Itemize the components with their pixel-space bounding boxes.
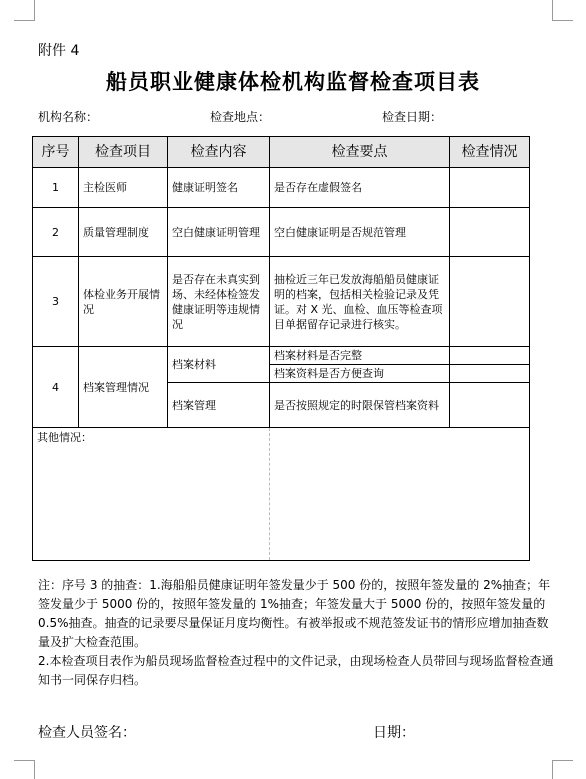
dashed-divider: [269, 428, 270, 560]
row-item: 体检业务开展情况: [79, 257, 168, 347]
row-no: 4: [33, 347, 79, 428]
row-no: 2: [33, 208, 79, 257]
row-status-cell[interactable]: [450, 365, 530, 383]
page-title: 船员职业健康体检机构监督检查项目表: [106, 70, 480, 94]
row-no: 3: [33, 257, 79, 347]
header-item: 检查项目: [79, 137, 168, 168]
crop-mark-bottom-left: [14, 760, 35, 779]
row-status-cell[interactable]: [450, 347, 530, 365]
location-label: 检查地点：: [210, 110, 271, 124]
row-no: 1: [33, 168, 79, 208]
row-point: 是否按照规定的时限保管档案资料: [270, 383, 450, 428]
row-point: 空白健康证明是否规范管理: [270, 208, 450, 257]
inspection-date-label: 检查日期：: [382, 110, 443, 124]
note-2: 2.本检查项目表作为船员现场监督检查过程中的文件记录，由现场检查人员带回与现场监督检查通知书一同保存归档。: [38, 654, 554, 687]
crop-mark-top-left: [14, 0, 35, 21]
row-status-cell[interactable]: [450, 383, 530, 428]
row-status-cell[interactable]: [450, 257, 530, 347]
row-point: 档案资料是否方便查询: [270, 365, 450, 383]
header-status: 检查情况: [450, 137, 530, 168]
row-status-cell[interactable]: [450, 168, 530, 208]
header-no: 序号: [33, 137, 79, 168]
table-row: [33, 257, 530, 347]
row-content: 是否存在未真实到场、未经体检签发健康证明等违规情况: [168, 257, 270, 347]
table-row: [33, 347, 530, 365]
row-status-cell[interactable]: [450, 208, 530, 257]
row-content: 健康证明签名: [168, 168, 270, 208]
row-point: 是否存在虚假签名: [270, 168, 450, 208]
other-situation-cell[interactable]: [33, 428, 530, 561]
table-row: [33, 208, 530, 257]
row-item: 档案管理情况: [79, 347, 168, 428]
row-point: 抽检近三年已发放海船船员健康证明的档案，包括相关检验记录及凭证。对 X 光、血检、血压等检查项目单据留存记录进行核实。: [270, 257, 450, 347]
crop-mark-top-right: [552, 0, 573, 21]
notes: [38, 576, 554, 690]
attachment-label: 附件 4: [38, 43, 80, 59]
row-content: 档案管理: [168, 383, 270, 428]
row-item: 质量管理制度: [79, 208, 168, 257]
row-content: 空白健康证明管理: [168, 208, 270, 257]
row-point: 档案材料是否完整: [270, 347, 450, 365]
footer-date-label: 日期：: [373, 725, 415, 741]
inspection-table: [32, 136, 530, 561]
header-content: 检查内容: [168, 137, 270, 168]
table-header-row: [33, 137, 530, 168]
header-point: 检查要点: [270, 137, 450, 168]
org-name-label: 机构名称：: [38, 110, 99, 124]
inspector-signature-label: 检查人员签名：: [38, 725, 136, 741]
other-situation-label: 其他情况：: [37, 431, 92, 444]
row-content: 档案材料: [168, 347, 270, 383]
crop-mark-bottom-right: [552, 760, 573, 779]
row-item: 主检医师: [79, 168, 168, 208]
other-row: [33, 428, 530, 561]
note-1: 注：序号 3 的抽查：1.海船船员健康证明年签发量少于 500 份的，按照年签发量的 2%抽查；年签发量少于 5000 份的，按照年签发量的 1%抽查；年签发量大于 5000 份的，按照年签发量的 0.5%抽查。抽查的记录要尽量保证月度均衡性。有被举报或不规范签发证书的情形应增加抽查数量及扩大检查范围。: [38, 578, 551, 649]
table-row: [33, 168, 530, 208]
